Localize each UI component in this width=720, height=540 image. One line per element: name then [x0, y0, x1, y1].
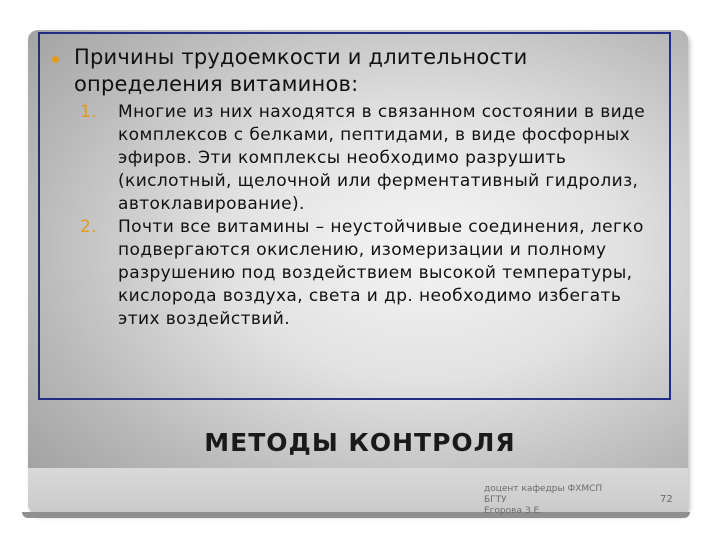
list-item [80, 216, 650, 331]
footer-author-line: доцент кафедры ФХМСП БГТУ [484, 484, 603, 505]
list-item-text: Почти все витамины – неустойчивые соединения, легко подвергаются окислению, изомеризации и полному разрушению под воздействием высокой температуры, кислорода воздуха, света и др. необходимо избегать этих воздействий. [118, 217, 644, 329]
footer-author [484, 484, 624, 517]
list-item-text: Многие из них находятся в связанном состоянии в виде комплексов с белками, пептидами, в виде фосфорных эфиров. Эти комплексы необходимо разрушить (кислотный, щелочной или ферментативный гидролиз, автоклавирование). [118, 102, 646, 214]
list-item-number: 2. [80, 217, 98, 237]
footer-author-name: Егорова З.Е. [484, 506, 542, 516]
bullet-heading: Причины трудоемкости и длительности определения витаминов: [74, 45, 528, 96]
list-item-number: 1. [80, 102, 98, 122]
bullet-dot-icon [52, 56, 59, 63]
page-number: 72 [660, 494, 673, 505]
numbered-list [80, 101, 650, 331]
list-item [80, 101, 650, 216]
slide-title: МЕТОДЫ КОНТРОЛЯ [204, 428, 516, 457]
